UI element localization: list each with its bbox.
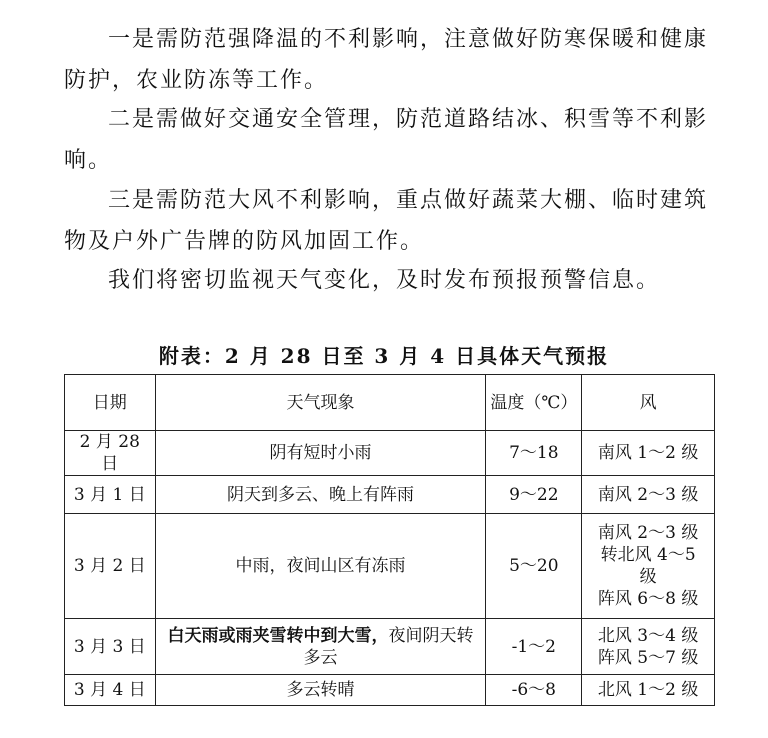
cell-temperature: 9～22 xyxy=(486,476,582,514)
paragraph-4: 我们将密切监视天气变化，及时发布预报预警信息。 xyxy=(108,268,661,293)
cell-date: 3 月 1 日 xyxy=(65,476,156,514)
cell-weather: 中雨，夜间山区有冻雨 xyxy=(155,514,486,619)
wind-line: 北风 1～2 级 xyxy=(597,680,699,700)
header-temperature: 温度（℃） xyxy=(486,375,582,431)
cell-temperature: -6～8 xyxy=(486,675,582,706)
table-row xyxy=(65,476,715,514)
header-wind: 风 xyxy=(582,375,715,431)
cell-date: 3 月 3 日 xyxy=(65,619,156,675)
table-row xyxy=(65,675,715,706)
weather-bold-text: 白天雨或雨夹雪转中到大雪， xyxy=(167,625,389,646)
header-date: 日期 xyxy=(65,375,156,431)
cell-weather: 阴天到多云、晚上有阵雨 xyxy=(155,476,486,514)
wind-line: 转北风 4～5 xyxy=(600,545,696,565)
cell-date: 3 月 2 日 xyxy=(65,514,156,619)
wind-line: 南风 2～3 级 xyxy=(597,484,699,505)
wind-line: 南风 2～3 级 xyxy=(597,523,699,543)
forecast-table xyxy=(64,374,715,706)
cell-date: 3 月 4 日 xyxy=(65,675,156,706)
table-caption: 附表：2 月 28 日至 3 月 4 日具体天气预报 xyxy=(158,344,610,368)
table-row xyxy=(65,514,715,619)
table-row xyxy=(65,619,715,675)
cell-weather xyxy=(155,619,486,675)
wind-line: 阵风 6～8 级 xyxy=(597,589,699,609)
paragraph-1: 一是需防范强降温的不利影响，注意做好防寒保暖和健康防护，农业防冻等工作。 xyxy=(64,27,709,93)
paragraph-3: 三是需防范大风不利影响，重点做好蔬菜大棚、临时建筑物及户外广告牌的防风加固工作。 xyxy=(64,188,709,254)
cell-temperature: 7～18 xyxy=(486,431,582,476)
cell-wind xyxy=(582,514,715,619)
table-header-row xyxy=(65,375,715,431)
header-weather: 天气现象 xyxy=(155,375,486,431)
cell-wind xyxy=(582,476,715,514)
cell-weather: 多云转晴 xyxy=(155,675,486,706)
cell-wind xyxy=(582,675,715,706)
cell-wind xyxy=(582,619,715,675)
wind-line: 阵风 5～7 级 xyxy=(597,647,699,668)
wind-line: 南风 1～2 级 xyxy=(597,443,699,463)
wind-line: 级 xyxy=(639,567,657,587)
weather-text: 夜间阴天转多云 xyxy=(303,625,474,668)
cell-temperature: 5～20 xyxy=(486,514,582,619)
cell-temperature: -1～2 xyxy=(486,619,582,675)
table-row xyxy=(65,431,715,476)
cell-wind xyxy=(582,431,715,476)
paragraph-2: 二是需做好交通安全管理，防范道路结冰、积雪等不利影响。 xyxy=(64,107,709,173)
wind-line: 北风 3～4 级 xyxy=(597,625,699,646)
cell-date: 2 月 28 日 xyxy=(65,431,156,476)
cell-weather: 阴有短时小雨 xyxy=(155,431,486,476)
